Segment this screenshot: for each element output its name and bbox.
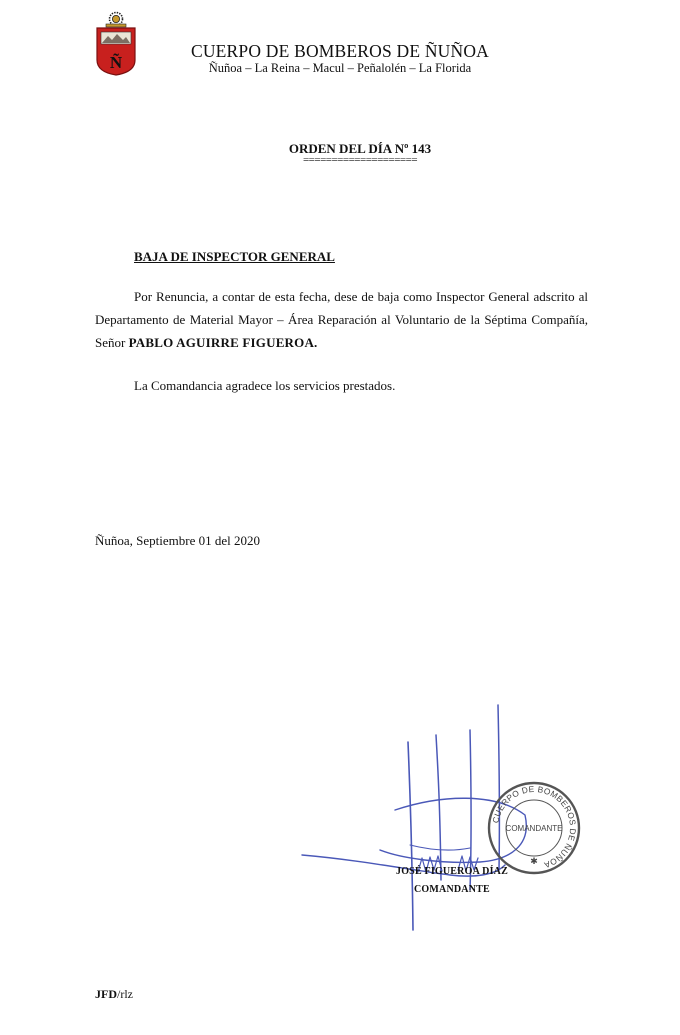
logo-letter: Ñ (109, 53, 123, 72)
logo-crest-sun (106, 13, 126, 28)
fire-department-logo (94, 10, 138, 76)
reference-initials (95, 987, 133, 1002)
organization-name: CUERPO DE BOMBEROS DE ÑUÑOA (190, 41, 490, 61)
organization-communes: Ñuñoa – La Reina – Macul – Peñalolén – La Florida (208, 61, 472, 75)
section-title: BAJA DE INSPECTOR GENERAL (134, 249, 335, 264)
thanks-paragraph: La Comandancia agradece los servicios prestados. (134, 378, 396, 393)
signatory-name: JOSÉ FIGUEROA DÍAZ (396, 866, 508, 877)
order-title-rule: ==================== (302, 154, 418, 166)
typist-initials: /rlz (117, 987, 133, 1001)
author-initials: JFD (95, 987, 117, 1001)
dateline: Ñuñoa, Septiembre 01 del 2020 (95, 533, 260, 548)
stamp-ring-text: CUERPO DE BOMBEROS DE ÑUÑOA (490, 783, 579, 871)
body-paragraph (95, 285, 588, 354)
stamp-star-icon: ✱ (530, 857, 538, 867)
signatory-role: COMANDANTE (414, 884, 490, 895)
official-stamp (486, 780, 582, 876)
stamp-center-text: COMANDANTE (505, 824, 563, 833)
order-title: ORDEN DEL DÍA Nº 143 (288, 141, 432, 156)
body-paragraph-text: Por Renuncia, a contar de esta fecha, dese de baja como Inspector General adscrito al Departamento de Material Mayor – Área Reparación al Voluntario de la Séptima Compañía, Señor (95, 289, 588, 350)
volunteer-name: PABLO AGUIRRE FIGUEROA. (128, 335, 318, 350)
